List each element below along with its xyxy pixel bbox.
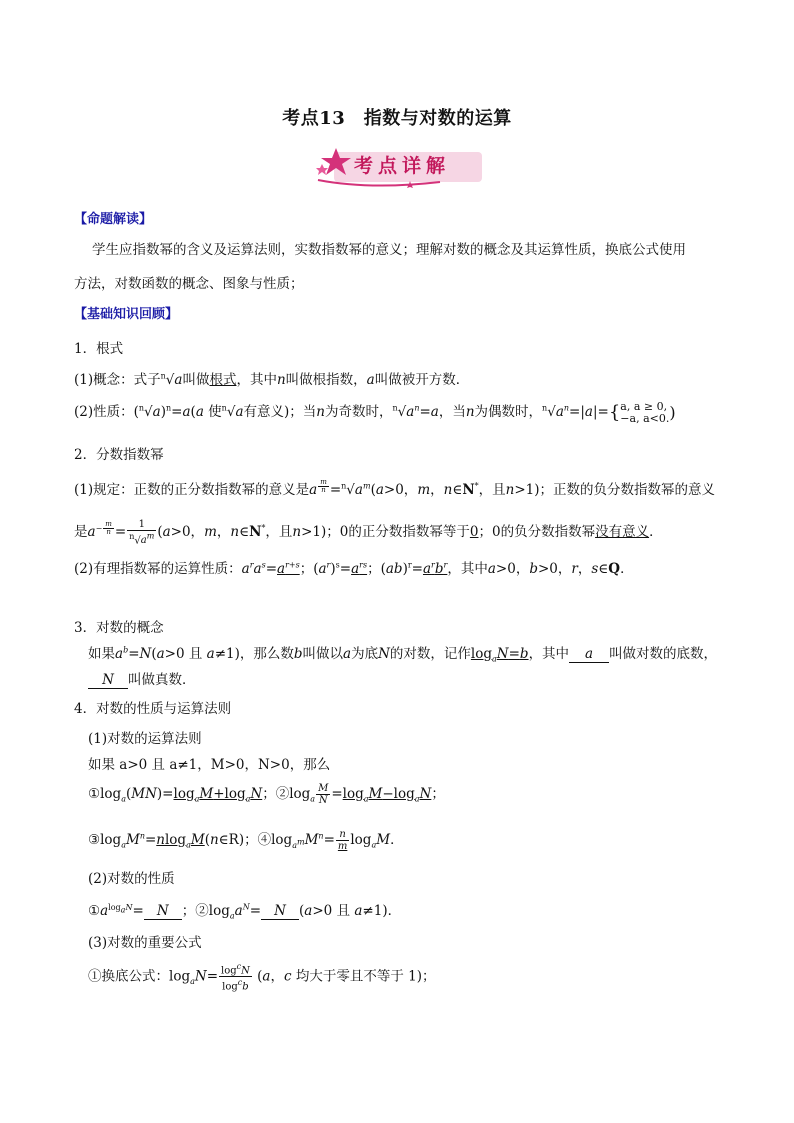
text: 且 xyxy=(336,903,351,919)
text: 使 xyxy=(208,404,222,420)
text: 为偶数时， xyxy=(474,404,543,420)
text: ，其中 xyxy=(528,646,570,662)
item-subheading: (1)对数的运算法则 xyxy=(88,731,202,747)
section-heading-jichu: 【基础知识回顾】 xyxy=(74,307,179,322)
banner-label: 考点详解 xyxy=(353,155,450,177)
formula-line: ①换底公式：$\log_aN=$ $\frac{\log^cN}{\log^cb}$ (a，c 均大于零且不等于 1)； xyxy=(88,962,436,993)
text: 叫做 xyxy=(182,372,210,388)
formula-line: (1)规定：正数的正分数指数幂的意义是a $^{\frac{m}{n}}$ $=^n√a^m(a>0$，m，n∈N*，且n>1)；正数的负分数指数幂的意义 xyxy=(74,478,716,498)
formula-line: (2)有理指数幂的运算性质：$a^ra^s=a^{r+s}$；$(a^r)^s=a^{rs}$；$(ab)^r=a^rb^r$，其中a>0，b>0，r，s∈Q． xyxy=(74,560,634,577)
text: a, a ≥ 0, xyxy=(620,399,668,413)
text: 叫做真数． xyxy=(128,672,196,688)
text: ( xyxy=(299,903,305,919)
formula-line: $①\log_a(MN)=\log_aM+\log_aN$；$②\log_a$ $\frac{M}{N}$ $=\log_aM-\log_aN$； xyxy=(88,783,445,806)
page-title: 考点13 指数与对数的运算 xyxy=(282,108,512,129)
text: (1)概念：式子 xyxy=(74,372,161,388)
formula-line: 是$a^{- \frac{m}{n}}$ = $\frac{1}{^n√a^m}$ (a>0，m，n∈N*，且n>1)；0的正分数指数幂等于0；0的负分数指数幂没有意义． xyxy=(74,519,663,547)
text: 叫做根指数， xyxy=(285,372,367,388)
text: 为奇数时， xyxy=(324,404,393,420)
text: 没有意义 xyxy=(595,524,650,541)
text: (2)有理指数幂的运算性质： xyxy=(74,561,242,577)
text: 叫做对数的底数， xyxy=(609,646,718,662)
formula-line: N 叫做真数． xyxy=(88,668,196,689)
item-subheading: (2)对数的性质 xyxy=(88,871,175,887)
item-heading: 4．对数的性质与运算法则 xyxy=(74,701,232,717)
text: 如果 xyxy=(88,646,115,662)
section-banner xyxy=(310,146,486,188)
text: (2)性质：( xyxy=(74,404,139,420)
text: 叫做以 xyxy=(302,646,344,662)
text: 为底 xyxy=(351,646,379,662)
text: ，当 xyxy=(438,404,466,420)
text: 均大于零且不等于 1)； xyxy=(295,968,436,985)
text: ； xyxy=(244,832,258,848)
text: ，且 xyxy=(478,482,506,498)
text: 根式 xyxy=(209,372,237,388)
formula-line: $③\log_aM^n=nlog_aM(n\in R)$；$④\log_{a^m}M^n=$ $\frac{n}{m}$ $\log_aM$． xyxy=(88,829,404,852)
formula-line: (2)性质：$(^n√a)^n=a(a$ 使$^n$√a有意义)；当n为奇数时，$^n√a^n=a$，当n为偶数时，$^n√a^n=|a|=${ a, a ≥ 0, −a, a<0. ) xyxy=(74,399,676,425)
text: )；正数的负分数指数幂的意义 xyxy=(534,482,716,498)
text: ①换底公式： xyxy=(88,968,169,985)
item-condition: 如果 a>0 且 a≠1，M>0，N>0，那么 xyxy=(88,757,331,773)
text: (1)规定：正数的正分数指数幂的意义是 xyxy=(74,482,310,498)
paragraph: 方法，对数函数的概念、图象与性质； xyxy=(74,276,304,292)
formula-line: (1)概念：式子$^n$√a叫做根式，其中n叫做根指数，a叫做被开方数． xyxy=(74,371,470,388)
text: ，其中 xyxy=(236,372,277,388)
text: ，其中 xyxy=(447,561,488,577)
formula-line: $①a^{log_aN}= N$ ；$②\log_aa^N= N$ (a>0 且 a≠1)． xyxy=(88,902,402,921)
text: −a, a<0. xyxy=(620,411,670,425)
item-heading: 1．根式 xyxy=(74,341,124,357)
text: 有意义)；当 xyxy=(243,404,317,420)
item-heading: 3．对数的概念 xyxy=(74,620,164,636)
paragraph: 学生应指数幂的含义及运算法则，实数指数幂的意义；理解对数的概念及其运算性质，换底公式使用 xyxy=(92,242,686,258)
formula-line: 如果$a^b=N(a>0$ 且 a≠1)，那么数b叫做以a为底N的对数，记作$\log_aN=b$，其中 a 叫做对数的底数， xyxy=(88,645,718,664)
text: 是 xyxy=(74,524,88,541)
section-heading-mingti: 【命题解读】 xyxy=(74,212,153,227)
text: ；0的负分数指数幂 xyxy=(478,524,596,541)
text: 0 xyxy=(469,524,479,541)
item-subheading: (3)对数的重要公式 xyxy=(88,935,202,951)
item-heading: 2．分数指数幂 xyxy=(74,447,164,463)
text: ，且 xyxy=(265,524,293,541)
text: 的对数，记作 xyxy=(389,646,471,662)
text: 叫做被开方数． xyxy=(374,372,470,388)
text: ； xyxy=(262,786,276,802)
text: ，那么数 xyxy=(239,646,294,662)
text: )；0的正分数指数幂等于 xyxy=(321,524,470,541)
